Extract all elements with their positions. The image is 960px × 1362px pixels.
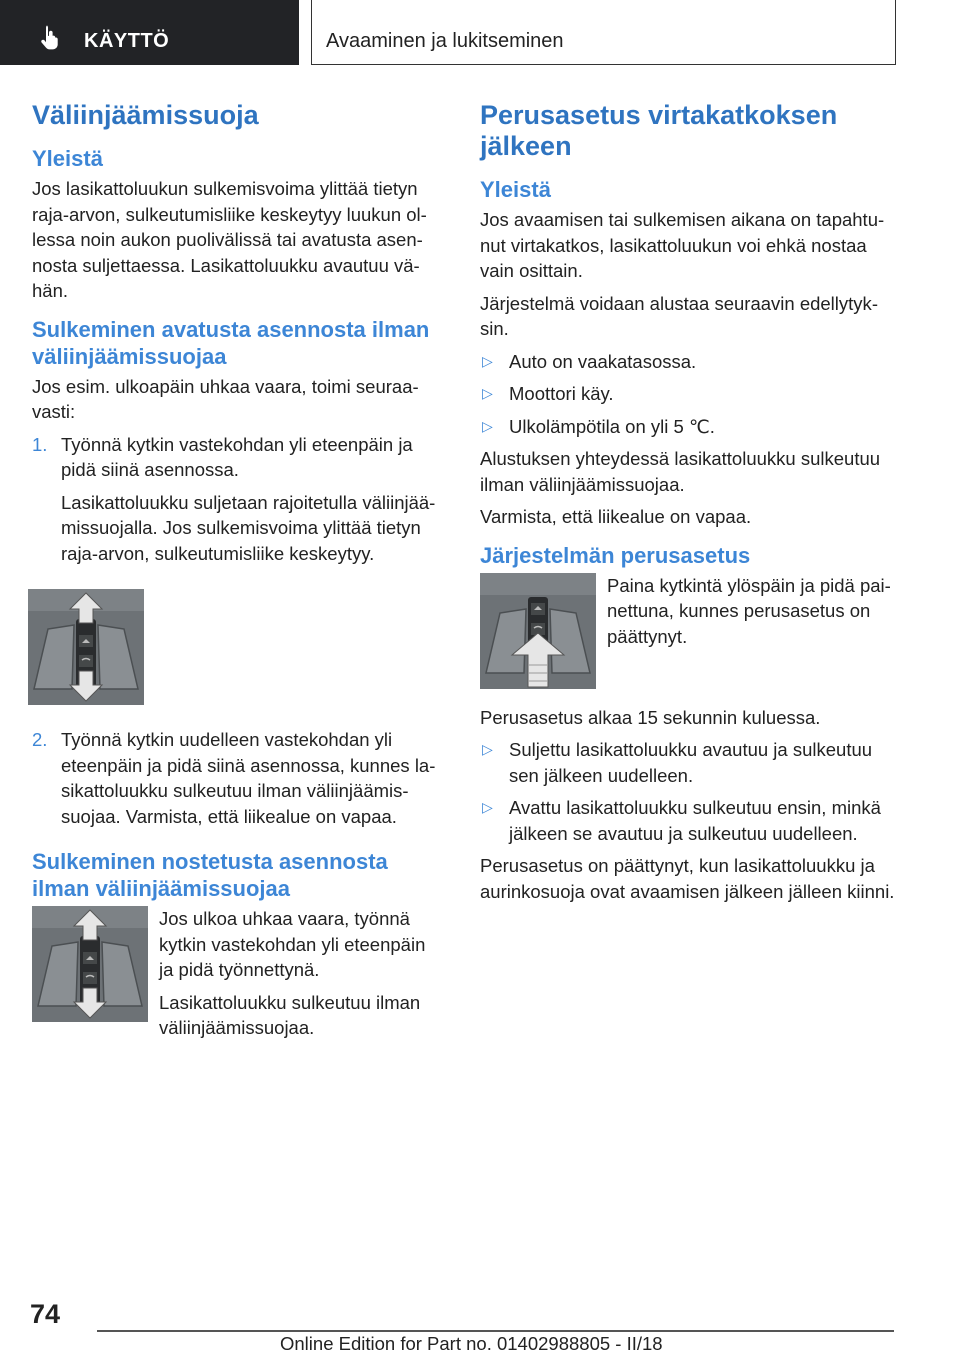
list-item — [480, 737, 895, 788]
right-column — [480, 100, 895, 911]
step-text: Työnnä kytkin uudelleen vastekohdan yli eteenpäin ja pidä siinä asennossa, kunnes lasikattoluukku sulkeutuu ilman väliinjäämissuojaa. Varmista, että liikealue on vapaa. — [61, 729, 436, 827]
section-title: KÄYTTÖ — [84, 30, 170, 52]
subheading-initialization: Järjestelmän perusasetus — [480, 542, 751, 568]
paragraph: Lasikattoluukku sulkeutuu ilman väliinjäämissuojaa. — [159, 991, 421, 1038]
paragraph: Perusasetus alkaa 15 sekunnin kuluessa. — [480, 706, 821, 728]
list-item — [480, 795, 895, 846]
figure-with-text — [480, 573, 895, 689]
paragraph: Jos avaamisen tai sulkemisen aikana on tapahtunut virtakatkos, lasikattoluukun voi ehkä nostaa vain osittain. — [480, 209, 885, 281]
footer-divider — [97, 1330, 894, 1332]
roof-switch-push-pull-illustration — [28, 589, 144, 705]
step-item — [32, 432, 442, 574]
paragraph: Jos ulkoa uhkaa vaara, työnnä kytkin vastekohdan yli eteenpäin ja pidä työnnettynä. — [159, 908, 426, 980]
paragraph: Jos esim. ulkoapäin uhkaa vaara, toimi seuraavasti: — [32, 375, 419, 422]
chapter-title: Avaaminen ja lukitseminen — [326, 30, 564, 52]
subheading-general-left: Yleistä — [32, 146, 103, 171]
paragraph: Alustuksen yhteydessä lasikattoluukku sulkeutuu ilman väliinjäämissuojaa. — [480, 448, 881, 495]
section-tab — [0, 0, 299, 65]
switch-figure-1 — [28, 589, 442, 705]
triangle-bullet-icon: ▷ — [482, 385, 493, 401]
triangle-bullet-icon: ▷ — [482, 352, 493, 369]
list-item-text: Ulkolämpötila on yli 5 ℃. — [509, 415, 715, 437]
step-number: 1. — [32, 433, 48, 455]
subheading-closing-open: Sulkeminen avatusta asennosta ilman väliinjäämissuojaa — [32, 316, 430, 369]
list-item — [480, 381, 895, 407]
paragraph: Jos lasikattoluukun sulkemisvoima ylittää tietyn raja-arvon, sulkeutumisliike keskeytyy luukun ollessa noin aukon puolivälissä tai avatusta asennosta suljettaessa. Lasikattoluukku avautuu vähän. — [32, 178, 427, 301]
paragraph: Järjestelmä voidaan alustaa seuraavin edellytyksin. — [480, 292, 878, 339]
page-number: 74 — [30, 1299, 61, 1329]
list-item — [480, 414, 895, 440]
roof-switch-push-forward-illustration — [32, 906, 148, 1022]
step-number: 2. — [32, 729, 48, 750]
paragraph: Varmista, että liikealue on vapaa. — [480, 506, 752, 527]
list-item-text: Avattu lasikattoluukku sulkeutuu ensin, minkä jälkeen se avautuu ja sulkeutuu uudelleen. — [509, 797, 881, 844]
step-item — [32, 727, 442, 836]
subheading-general-right: Yleistä — [480, 177, 551, 202]
list-item — [480, 349, 895, 375]
left-column — [32, 100, 442, 1056]
triangle-bullet-icon: ▷ — [482, 799, 493, 815]
paragraph: Perusasetus on päättynyt, kun lasikattoluukku ja aurinkosuoja ovat avaamisen jälkeen jälleen kiinni. — [480, 855, 895, 902]
triangle-bullet-icon: ▷ — [482, 741, 493, 757]
list-item-text: Auto on vaakatasossa. — [509, 350, 697, 372]
chapter-header — [311, 0, 896, 65]
triangle-bullet-icon: ▷ — [482, 417, 493, 434]
pointing-hand-icon — [40, 24, 62, 50]
page-heading-right: Perusasetus virtakatkoksen jälkeen — [480, 100, 838, 161]
subheading-closing-raised: Sulkeminen nostetusta asennosta ilman väliinjäämissuojaa — [32, 849, 388, 901]
footer-edition: Online Edition for Part no. 01402988805 - II/18 — [280, 1333, 663, 1354]
list-item-text: Moottori käy. — [509, 383, 614, 404]
figure-with-text — [32, 906, 442, 1048]
page-heading-left: Väliinjäämissuoja — [32, 100, 259, 130]
step-note: Lasikattoluukku suljetaan rajoitetulla väliinjäämissuojalla. Jos sulkemisvoima ylittää tietyn raja-arvon, sulkeutumisliike keskeytyy. — [61, 491, 436, 564]
paragraph: Paina kytkintä ylöspäin ja pidä painettuna, kunnes perusasetus on päättynyt. — [607, 574, 891, 647]
roof-switch-push-up-illustration — [480, 573, 596, 689]
step-text: Työnnä kytkin vastekohdan yli eteenpäin ja pidä siinä asennossa. — [61, 433, 413, 480]
list-item-text: Suljettu lasikattoluukku avautuu ja sulkeutuu sen jälkeen uudelleen. — [509, 739, 873, 786]
